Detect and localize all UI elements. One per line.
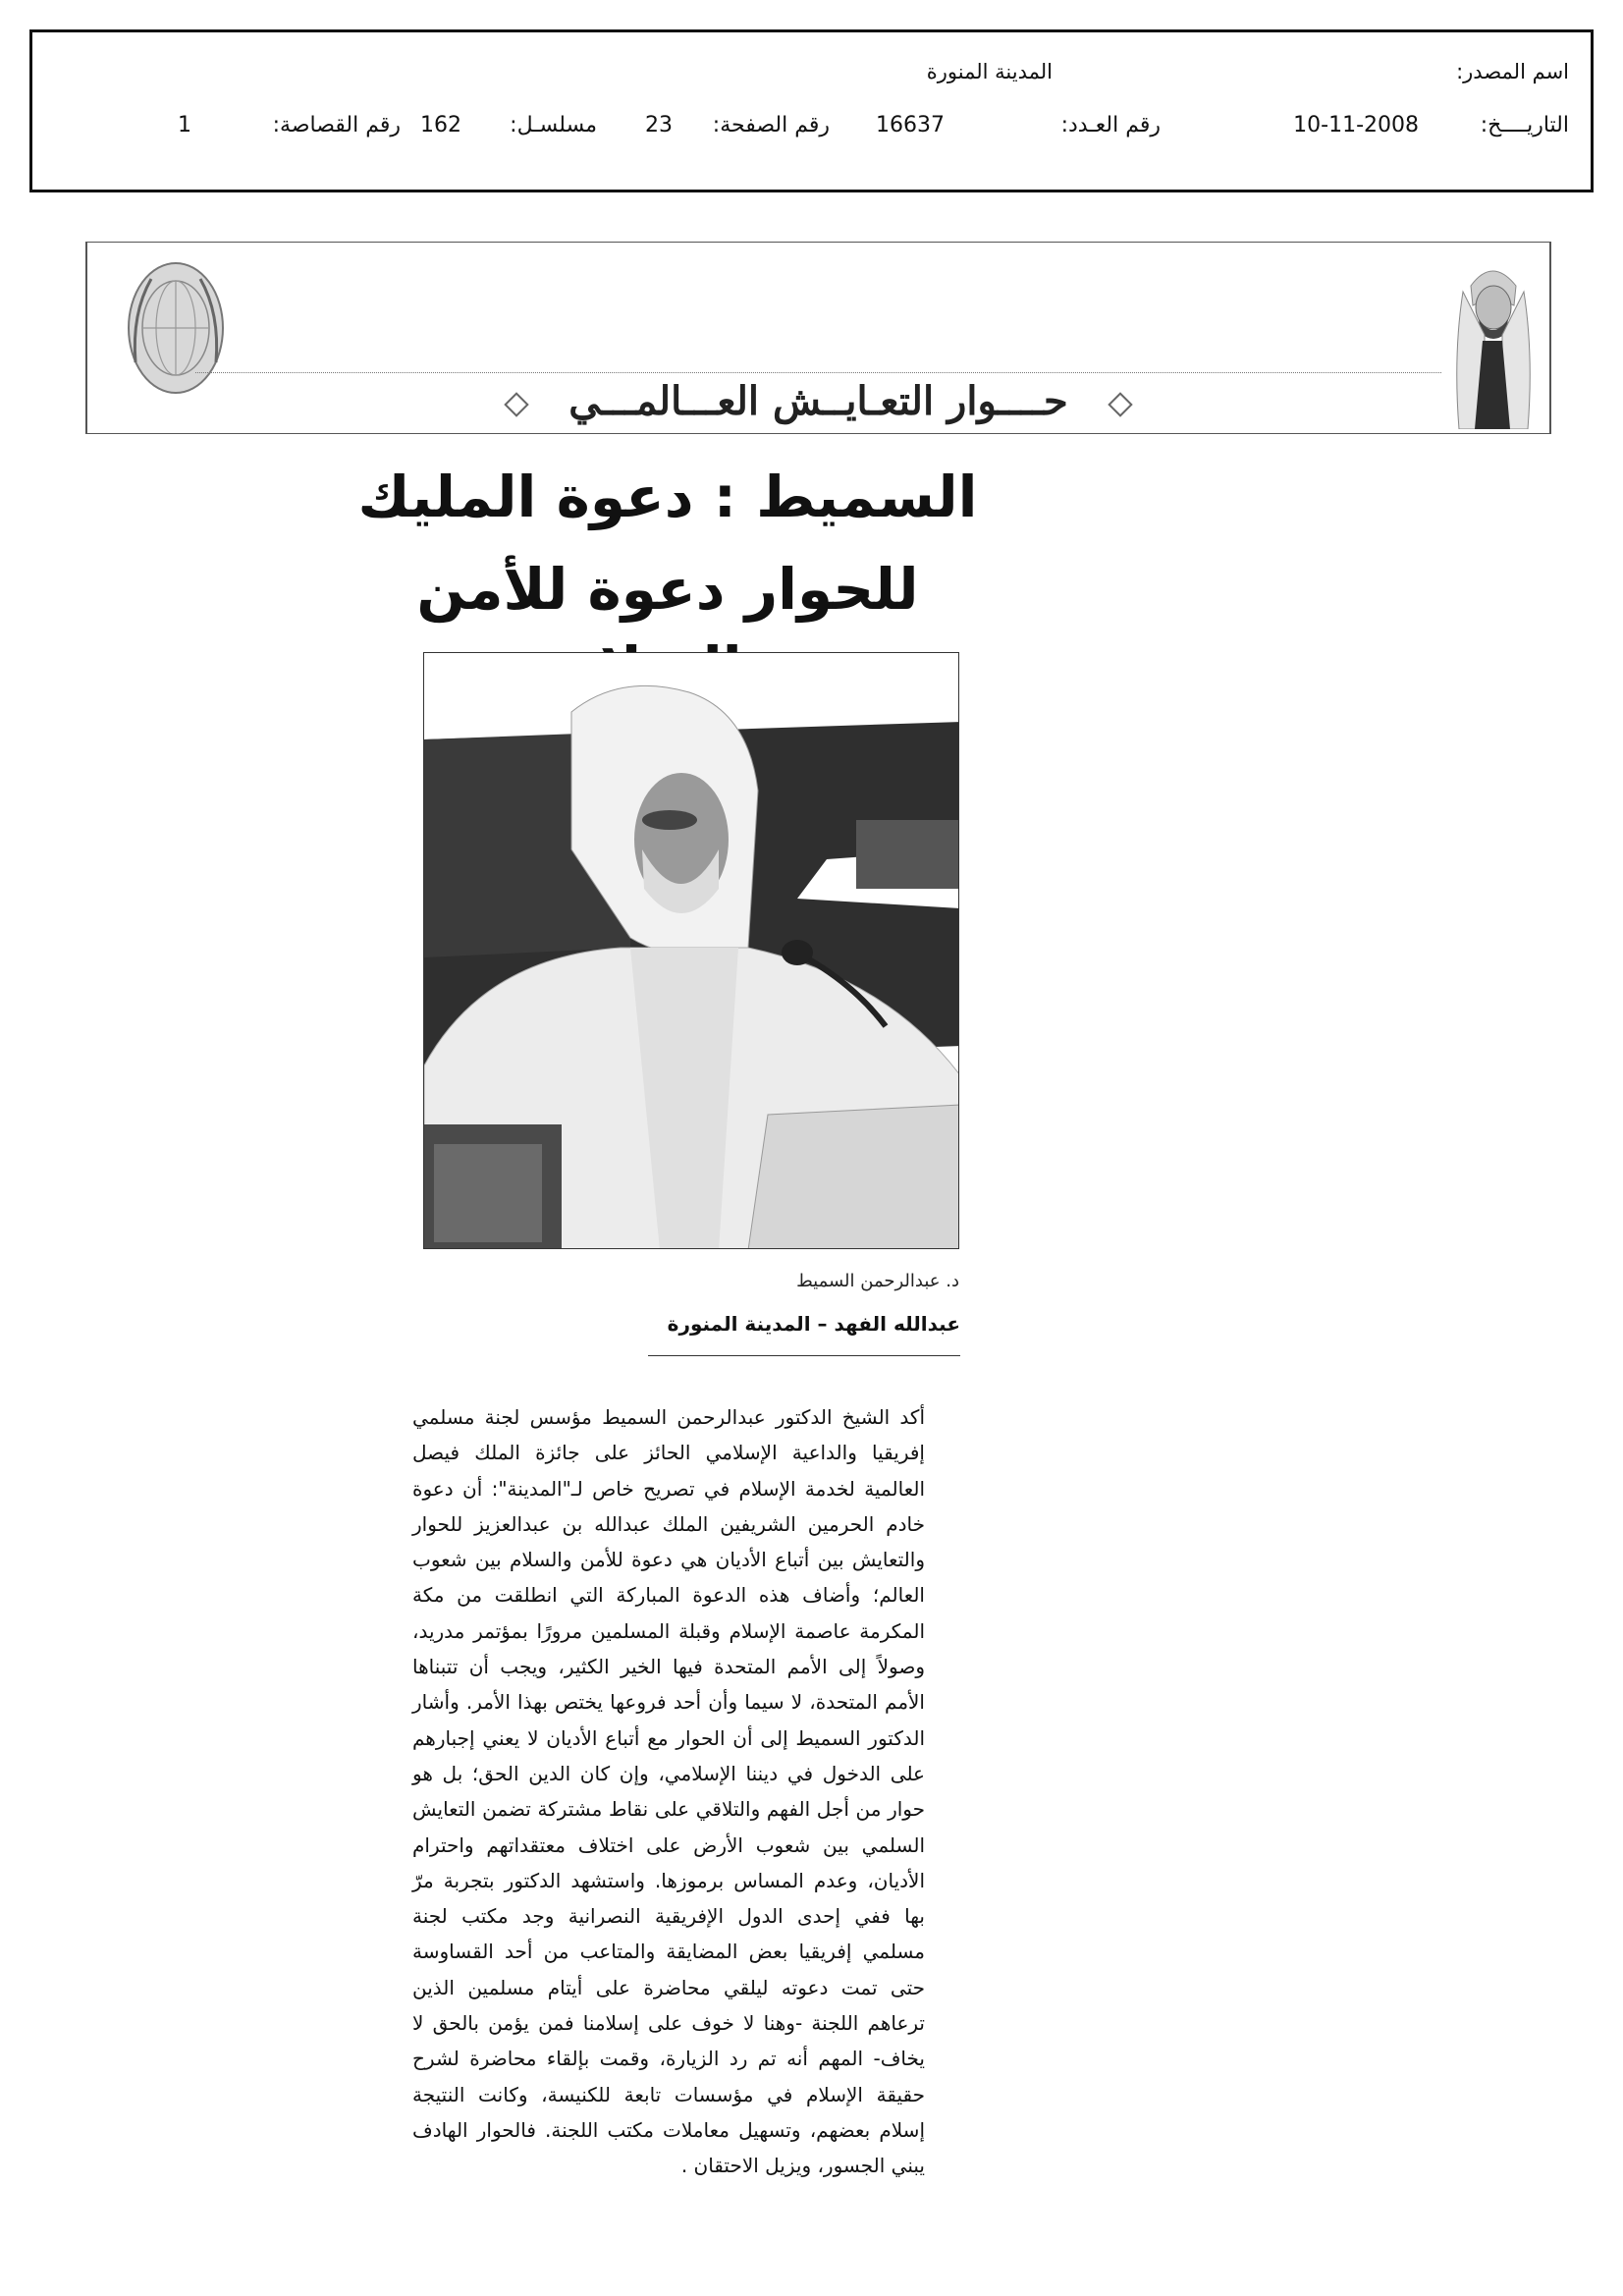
section-banner [85, 242, 1551, 434]
issue-label: رقم العـدد: [1060, 113, 1161, 137]
issue-value: 16637 [876, 113, 945, 137]
source-value: المدينة المنورة [926, 60, 1053, 83]
clip-label: رقم القصاصة: [272, 113, 401, 137]
article-body [412, 1399, 925, 2184]
portrait [1445, 246, 1540, 429]
un-emblem-icon [122, 254, 230, 402]
banner-title [235, 372, 1402, 431]
byline: عبدالله الفهد – المدينة المنورة [667, 1312, 960, 1336]
page-label: رقم الصفحة: [712, 113, 830, 137]
serial-label: مسلسـل: [510, 113, 597, 137]
headline-line-2: للحوار دعوة للأمن [416, 556, 919, 623]
date-label: التاريــــخ: [1480, 113, 1569, 137]
speaker-photo-image [424, 653, 959, 1249]
diamond-ornament-icon [505, 392, 529, 416]
diamond-ornament-icon [1108, 392, 1132, 416]
photo-caption: د. عبدالرحمن السميط [796, 1271, 959, 1291]
clipping-metadata-box [29, 29, 1594, 192]
date-value: 10-11-2008 [1293, 113, 1419, 137]
article-paragraph: أكد الشيخ الدكتور عبدالرحمن السميط مؤسس لجنة مسلمي إفريقيا والداعية الإسلامي الحائز على جائزة الملك فيصل العالمية لخدمة الإسلام في تصريح خاص لـ"المدينة": أن دعوة خادم الحرمين الشريفين الملك عبدالله بن عبدالعزيز للحوار والتعايش بين أتباع الأديان هي دعوة للأمن والسلام بين شعوب العالم؛ وأضاف هذه الدعوة المباركة التي انطلقت من مكة المكرمة عاصمة الإسلام وقبلة المسلمين مرورًا بمؤتمر مدريد، وصولاً إلى الأمم المتحدة فيها الخير الكثير، ويجب أن تتبناها الأمم المتحدة، لا سيما وأن أحد فروعها يختص بهذا الأمر. وأشار الدكتور السميط إلى أن الحوار مع أتباع الأديان لا يعني إجبارهم على الدخول في ديننا الإسلامي، وإن كان الدين الحق؛ بل هو حوار من أجل الفهم والتلاقي على نقاط مشتركة تضمن التعايش السلمي بين شعوب الأرض على اختلاف معتقداتهم واحترام الأديان، وعدم المساس برموزها. واستشهد الدكتور بتجربة مرّ بها ففي إحدى الدول الإفريقية النصرانية وجد مكتب لجنة مسلمي إفريقيا بعض المضايقة والمتاعب من أحد القساوسة حتى تمت دعوته ليلقي محاضرة على أيتام مسلمين الذين ترعاهم اللجنة -وهنا لا خوف على إسلامنا فمن يؤمن بالحق لا يخاف- المهم أنه تم رد الزيارة، وقمت بإلقاء محاضرة لشرح حقيقة الإسلام في مؤسسات تابعة للكنيسة، وكانت النتيجة إسلام بعضهم، وتسهيل معاملات مكتب اللجنة. فالحوار الهادف يبني الجسور، ويزيل الاحتقان . [412, 1405, 925, 2178]
source-label: اسم المصدر: [1456, 60, 1569, 83]
banner-title-text: حــــوار التعـايــش العـــالمـــي [568, 378, 1068, 424]
serial-value: 162 [420, 113, 461, 137]
page-value: 23 [645, 113, 673, 137]
clip-value: 1 [178, 113, 191, 137]
byline-rule [648, 1355, 960, 1356]
headline-line-1: السميط : دعوة المليك [357, 464, 978, 530]
article-photo [423, 652, 959, 1249]
